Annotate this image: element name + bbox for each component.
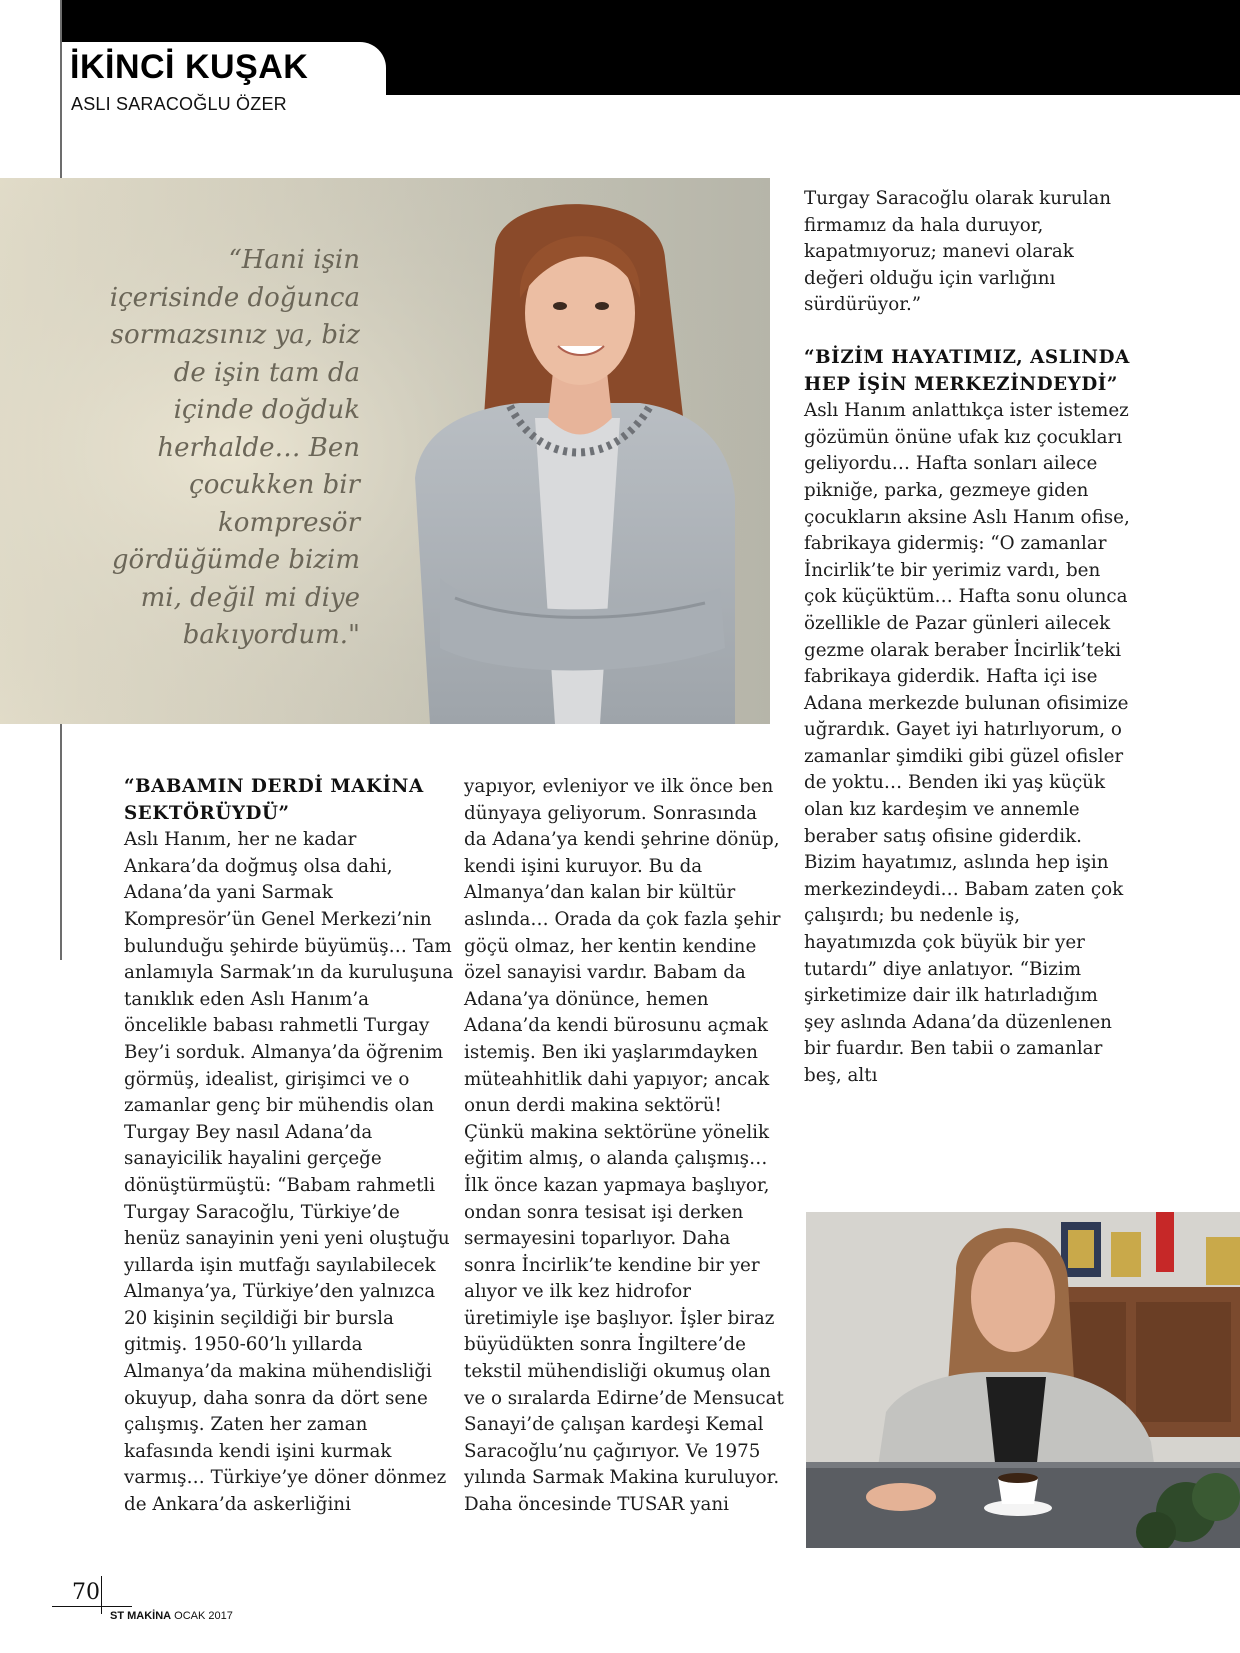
issue-date: OCAK 2017 — [174, 1610, 233, 1622]
article-column-3 — [804, 186, 1134, 1090]
column-3-spacer — [804, 319, 1134, 345]
column-1-heading: “BABAMIN DERDİ MAKİNA SEKTÖRÜYDÜ” — [124, 776, 424, 824]
magazine-name: ST MAKİNA — [110, 1610, 172, 1622]
author-name: ASLI SARACOĞLU ÖZER — [71, 94, 287, 114]
column-1-body: Aslı Hanım, her ne kadar Ankara’da doğmuş olsa dahi, Adana’da yani Sarmak Kompresör’ün Genel Merkezi’nin bulunduğu şehirde büyümüş… Tam anlamıyla Sarmak’ın da kuruluşuna tanıklık eden Aslı Hanım’a öncelikle babası rahmetli Turgay Bey’i sorduk. Almanya’da öğrenim görmüş, idealist, girişimci ve o zamanlar genç bir mühendis olan Turgay Bey nasıl Adana’da sanayicilik hayalini gerçeğe dönüştürmüştü: “Babam rahmetli Turgay Saracoğlu, Türkiye’de henüz sanayinin yeni yeni oluştuğu yıllarda işin mutfağı sayılabilecek Almanya’ya, Türkiye’den yalnızca 20 kişinin seçildiği bir bursla gitmiş. 1950-60’lı yıllarda Almanya’da makina mühendisliği okuyup, daha sonra da dört sene çalışmış. Zaten her zaman kafasında kendi işini kurmak varmış… Türkiye’ye döner dönmez de Ankara’da askerliğini — [124, 829, 454, 1516]
column-2-body: yapıyor, evleniyor ve ilk önce ben dünyaya geliyorum. Sonrasında da Adana’ya kendi şehrine dönüp, kendi işini kuruyor. Bu da Almanya’dan kalan bir kültür aslında… Orada da çok fazla şehir göçü olmaz, her kentin kendine özel sanayisi vardır. Babam da Adana’ya dönünce, hemen Adana’da kendi bürosunu açmak istemiş. Ben iki yaşlarımdayken müteahhitlik dahi yapıyor; ancak onun derdi makina sektörü! Çünkü makina sektörüne yönelik eğitim almış, o alanda çalışmış… İlk önce kazan yapmaya başlıyor, ondan sonra tesisat işi derken sermayesini toparlıyor. Daha sonra İncirlik’te kendine bir yer alıyor ve ilk kez hidrofor üretimiyle işe başlıyor. İşler biraz büyüdükten sonra İngiltere’de tekstil mühendisliği okumuş olan ve o sıralarda Edirne’de Mensucat Sanayi’de çalışan kardeşi Kemal Saracoğlu’nu çağırıyor. Ve 1975 yılında Sarmak Makina kuruluyor. Daha öncesinde TUSAR yani — [464, 776, 784, 1516]
pull-quote: “Hani işin içerisinde doğunca sormazsınız ya, biz de işin tam da içinde doğduk herhalde… Ben çocukken bir kompresör gördüğümde bizim mi, değil mi diye bakıyordum." — [109, 245, 360, 650]
office-illustration — [806, 1212, 1240, 1548]
article-column-2 — [464, 774, 784, 1519]
column-3-heading: “BİZİM HAYATIMIZ, ASLINDA HEP İŞİN MERKEZİNDEYDİ” — [804, 346, 1130, 395]
column-3-intro: Turgay Saracoğlu olarak kurulan firmamız da hala duruyor, kapatmıyoruz; manevi olarak değeri olduğu için varlığını sürdürüyor.” — [804, 188, 1112, 316]
footer-tick — [101, 1576, 102, 1614]
section-title: İKİNCİ KUŞAK — [70, 48, 309, 86]
magazine-issue — [110, 1610, 233, 1622]
page-number: 70 — [72, 1580, 100, 1605]
office-photo — [806, 1212, 1240, 1548]
article-column-1 — [124, 774, 454, 1519]
column-3-body: Aslı Hanım anlattıkça ister istemez gözümün önüne ufak kız çocukları geliyordu… Hafta sonları ailece pikniğe, parka, gezmeye giden çocukların aksine Aslı Hanım ofise, fabrikaya gidermiş: “O zamanlar İncirlik’te bir yerimiz vardı, ben çok küçüktüm… Hafta sonu olunca özellikle de Pazar günleri ailecek gezme olarak beraber İncirlik’teki fabrikaya giderdik. Hafta içi ise Adana merkezde bulunan ofisimize uğrardık. Gayet iyi hatırlıyorum, o zamanlar şimdiki gibi güzel ofisler de yoktu… Benden iki yaş küçük olan kız kardeşim ve annemle beraber satış ofisine giderdik. Bizim hayatımız, aslında hep işin merkezindeydi… Babam zaten çok çalışırdı; bu nedenle iş, hayatımızda çok büyük bir yer tutardı” diye anlatıyor. “Bizim şirketimize dair ilk hatırladığım şey aslında Adana’da düzenlenen bir fuardır. Ben tabii o zamanlar beş, altı — [804, 400, 1130, 1086]
footer-rule — [52, 1606, 132, 1607]
